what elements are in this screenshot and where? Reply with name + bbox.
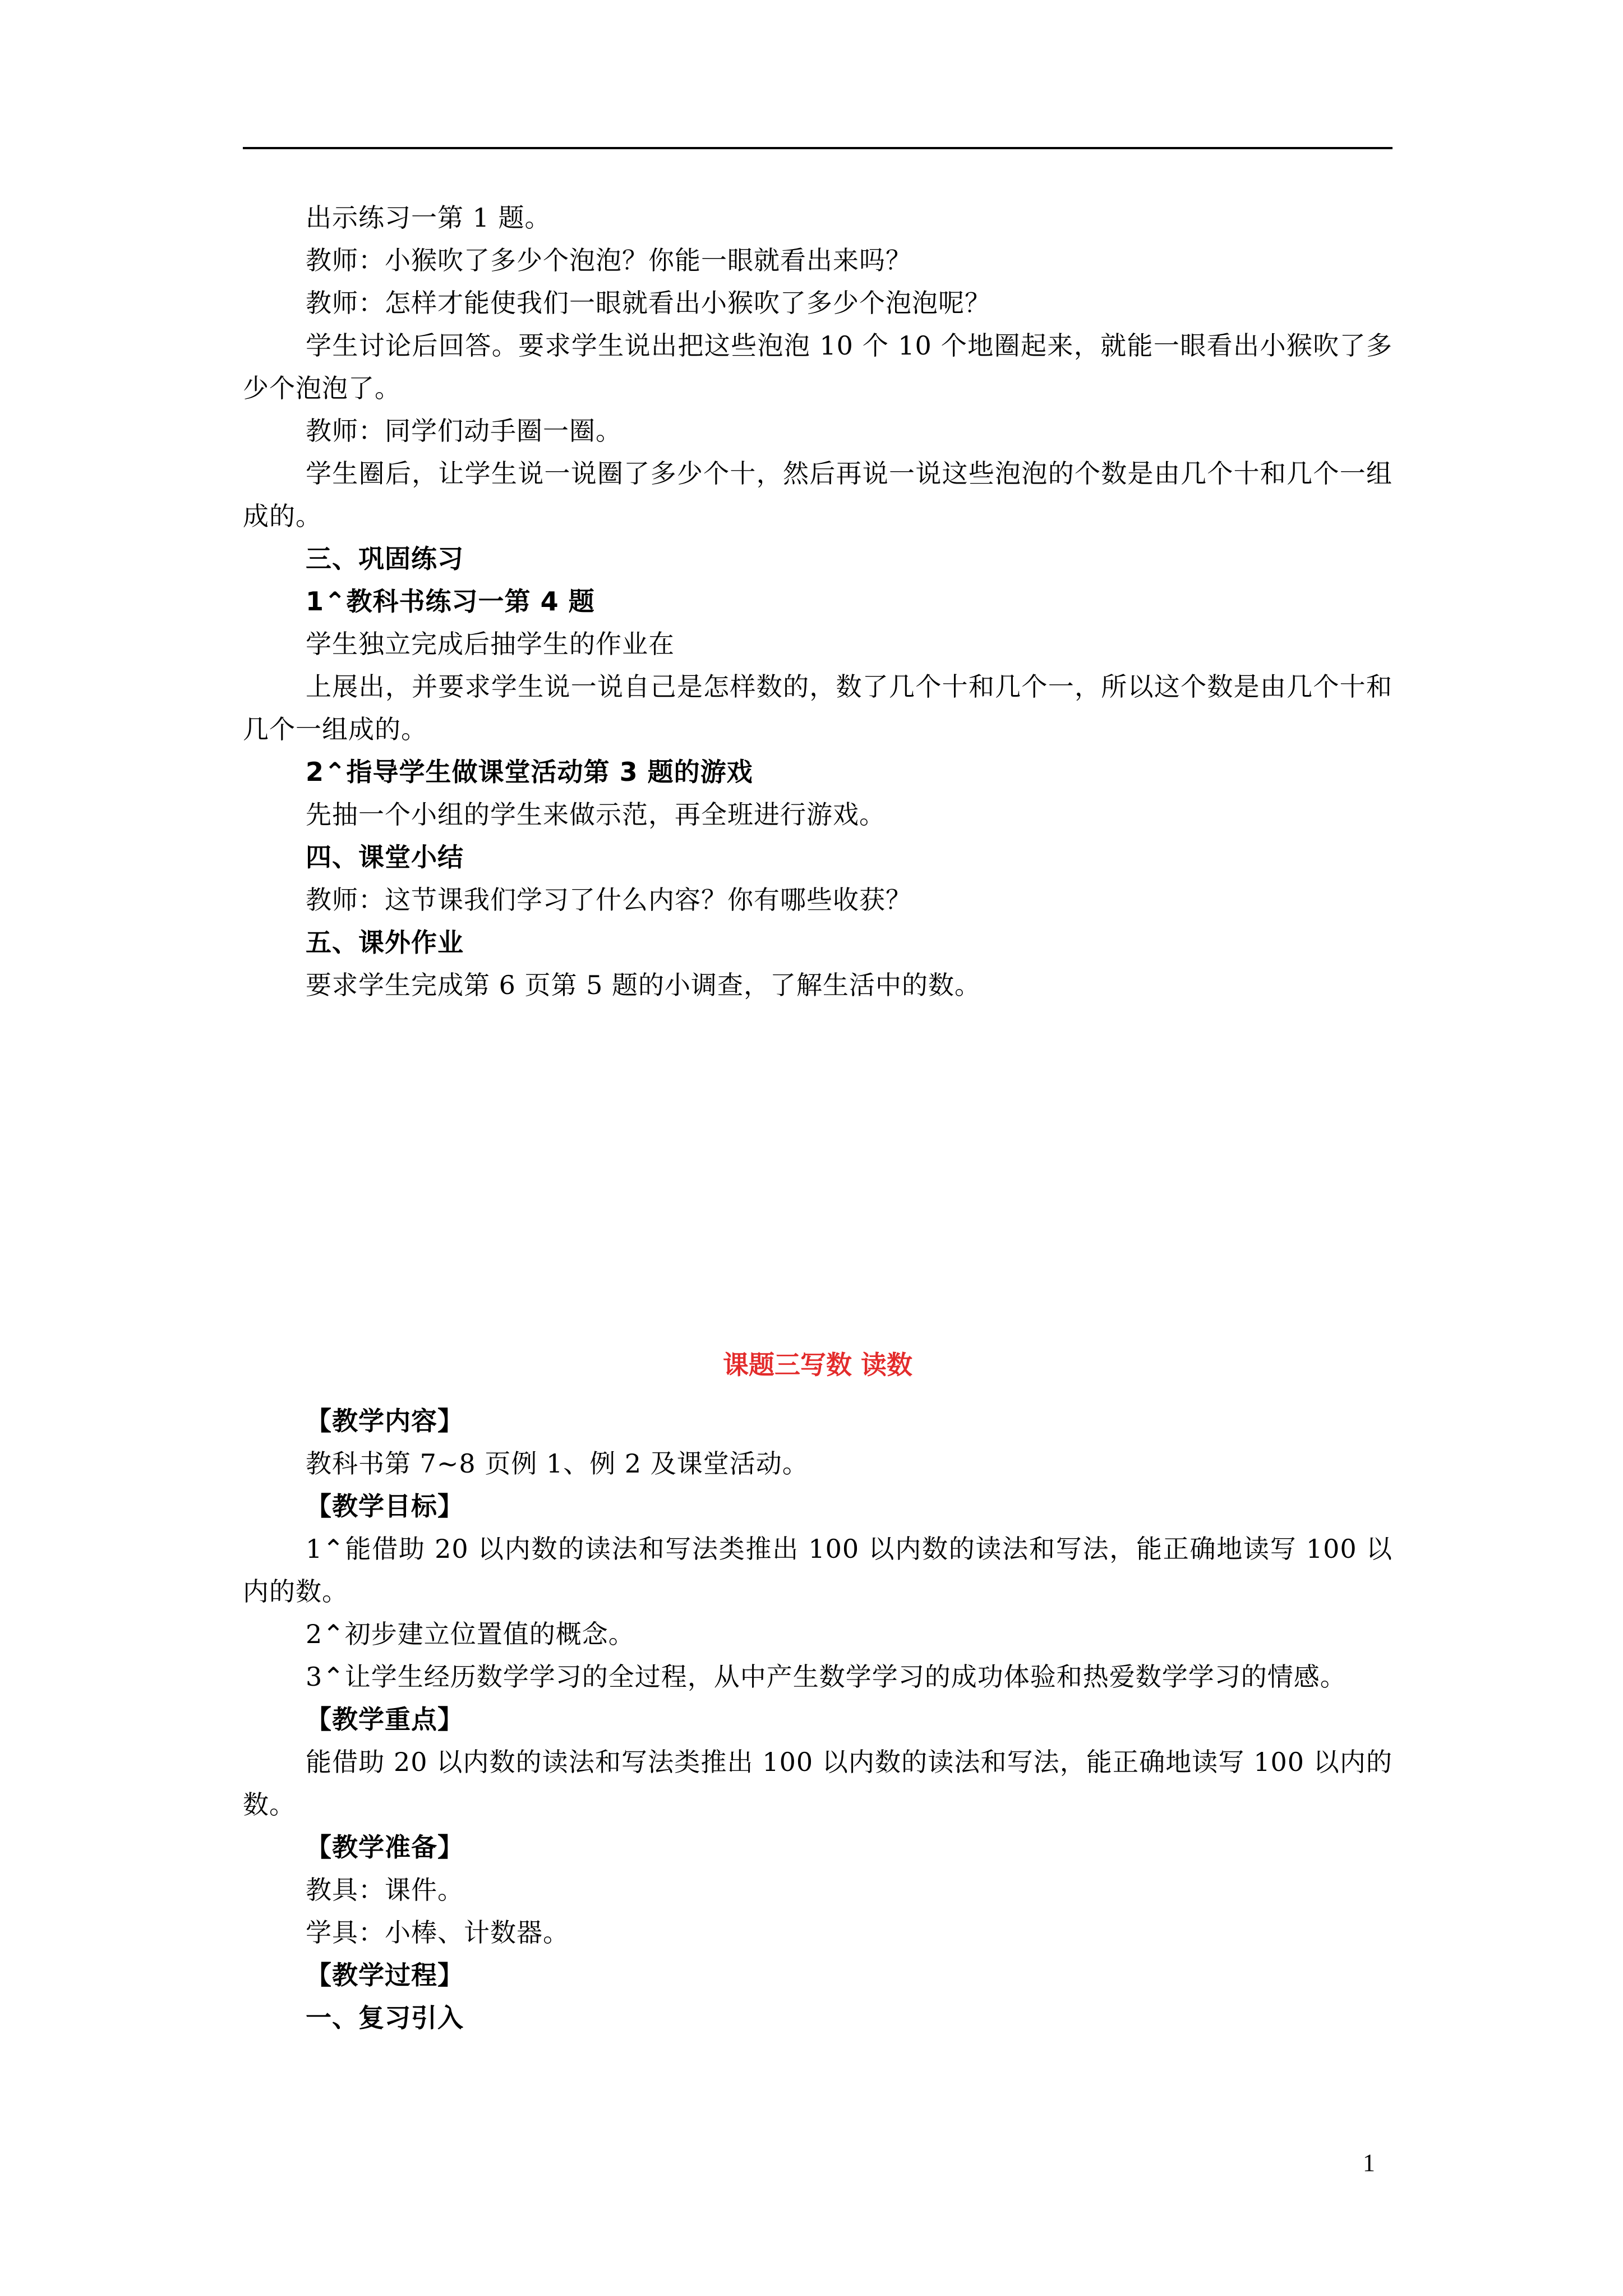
paragraph: 教师：怎样才能使我们一眼就看出小猴吹了多少个泡泡呢？ bbox=[306, 288, 991, 318]
lesson-title: 课题三写数 读数 bbox=[722, 1350, 912, 1380]
paragraph: 出示练习一第 1 题。 bbox=[306, 203, 551, 233]
section-lesson-plan bbox=[243, 1400, 1393, 2039]
paragraph: 学生圈后，让学生说一说圈了多少个十，然后再说一说这些泡泡的个数是由几个十和几个一组成的。 bbox=[243, 458, 1393, 531]
section-heading: 【教学目标】 bbox=[306, 1491, 464, 1521]
section-heading: 五、课外作业 bbox=[306, 927, 464, 958]
paragraph: 要求学生完成第 6 页第 5 题的小调查，了解生活中的数。 bbox=[306, 970, 981, 1000]
subheading: 1⌃教科书练习一第 4 题 bbox=[306, 586, 595, 616]
section-heading: 三、巩固练习 bbox=[306, 544, 464, 574]
paragraph: 教师：小猴吹了多少个泡泡？你能一眼就看出来吗？ bbox=[306, 245, 912, 275]
paragraph: 教科书第 7~8 页例 1、例 2 及课堂活动。 bbox=[306, 1448, 809, 1479]
section-heading: 【教学过程】 bbox=[306, 1960, 464, 1990]
paragraph: 先抽一个小组的学生来做示范，再全班进行游戏。 bbox=[306, 799, 886, 830]
paragraph: 能借助 20 以内数的读法和写法类推出 100 以内数的读法和写法，能正确地读写 100 以内的数。 bbox=[243, 1747, 1393, 1820]
paragraph: 学生讨论后回答。要求学生说出把这些泡泡 10 个 10 个地圈起来，就能一眼看出小猴吹了多少个泡泡了。 bbox=[243, 330, 1393, 403]
paragraph: 学生独立完成后抽学生的作业在 bbox=[306, 629, 675, 659]
subheading: 2⌃指导学生做课堂活动第 3 题的游戏 bbox=[306, 757, 753, 787]
page-number: 1 bbox=[1363, 2149, 1375, 2177]
paragraph: 教具：课件。 bbox=[306, 1875, 464, 1905]
section-heading: 【教学准备】 bbox=[306, 1832, 464, 1862]
section-heading: 【教学内容】 bbox=[306, 1406, 464, 1436]
paragraph: 上展出，并要求学生说一说自己是怎样数的，数了几个十和几个一，所以这个数是由几个十和几个一组成的。 bbox=[243, 671, 1393, 744]
paragraph: 2⌃初步建立位置值的概念。 bbox=[306, 1619, 635, 1649]
paragraph: 1⌃能借助 20 以内数的读法和写法类推出 100 以内数的读法和写法，能正确地读写 100 以内的数。 bbox=[243, 1534, 1393, 1607]
paragraph: 3⌃让学生经历数学学习的全过程，从中产生数学学习的成功体验和热爱数学学习的情感。 bbox=[306, 1662, 1347, 1692]
paragraph: 学具：小棒、计数器。 bbox=[306, 1917, 569, 1948]
section-practice bbox=[243, 196, 1393, 1006]
paragraph: 教师：同学们动手圈一圈。 bbox=[306, 416, 622, 446]
section-heading: 四、课堂小结 bbox=[306, 842, 464, 872]
paragraph: 教师：这节课我们学习了什么内容？你有哪些收获？ bbox=[306, 885, 912, 915]
section-heading: 【教学重点】 bbox=[306, 1704, 464, 1734]
header-rule bbox=[243, 147, 1393, 149]
section-heading: 一、复习引入 bbox=[306, 2003, 464, 2033]
